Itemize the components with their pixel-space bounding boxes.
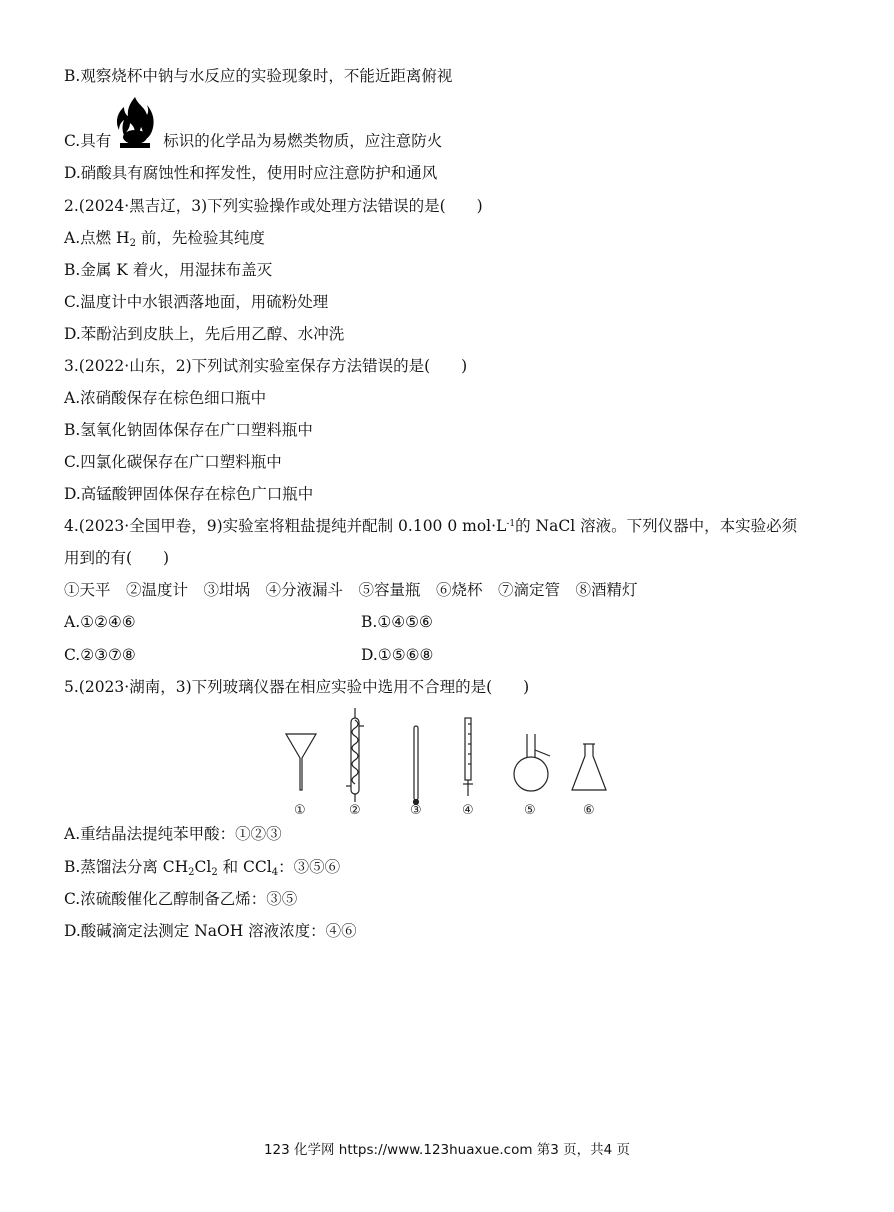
label-5: ⑤ (524, 803, 536, 818)
page-footer: 123 化学网 https://www.123huaxue.com 第3 页，共4 页 (263, 1142, 631, 1158)
line-q3a: A.浓硝酸保存在棕色细口瓶中 (64, 389, 267, 407)
question-5: 5.(2023·湖南，3)下列玻璃仪器在相应实验中选用不合理的是( ) (64, 678, 530, 696)
question-4 (64, 516, 797, 536)
line-q5d: D.酸碱滴定法测定 NaOH 溶液浓度：④⑥ (64, 922, 357, 940)
line-q4b: B.①④⑤⑥ (361, 613, 433, 631)
line-q3c: C.四氯化碳保存在广口塑料瓶中 (64, 453, 282, 471)
line-q1b: B.观察烧杯中钠与水反应的实验现象时，不能近距离俯视 (64, 67, 453, 85)
q5b-text4: ：③⑤⑥ (278, 858, 341, 876)
q1c-suffix: 标识的化学品为易燃类物质，应注意防火 (163, 132, 443, 150)
q5b-text: B.蒸馏法分离 CH (64, 858, 189, 876)
line-q4c: C.②③⑦⑧ (64, 646, 136, 664)
line-q1d: D.硝酸具有腐蚀性和挥发性，使用时应注意防护和通风 (64, 164, 438, 182)
burette-icon (463, 718, 473, 796)
label-3: ③ (410, 803, 422, 818)
line-q2b: B.金属 K 着火，用湿抹布盖灭 (64, 261, 273, 279)
line-q4a: A.①②④⑥ (64, 613, 136, 631)
glassware-figure (278, 704, 618, 820)
line-q5a: A.重结晶法提纯苯甲酸：①②③ (64, 825, 282, 843)
funnel-icon (286, 734, 316, 790)
line-q5c: C.浓硫酸催化乙醇制备乙烯：③⑤ (64, 890, 298, 908)
line-q4d: D.①⑤⑥⑧ (361, 646, 434, 664)
label-6: ⑥ (583, 803, 595, 818)
line-q3b: B.氢氧化钠固体保存在广口塑料瓶中 (64, 421, 313, 439)
q2a-text: A.点燃 H (64, 229, 130, 247)
q1c-prefix: C.具有 (64, 132, 112, 150)
question-4-continued: 用到的有( ) (64, 549, 170, 567)
line-q3d: D.高锰酸钾固体保存在棕色广口瓶中 (64, 485, 314, 503)
label-1: ① (294, 803, 306, 818)
q4-items: ①天平 ②温度计 ③坩埚 ④分液漏斗 ⑤容量瓶 ⑥烧杯 ⑦滴定管 ⑧酒精灯 (64, 581, 638, 599)
line-q2d: D.苯酚沾到皮肤上，先后用乙醇、水冲洗 (64, 325, 345, 343)
label-4: ④ (462, 803, 474, 818)
question-3: 3.(2022·山东，2)下列试剂实验室保存方法错误的是( ) (64, 357, 468, 375)
q2a-text-end: 前，先检验其纯度 (135, 229, 265, 247)
line-q5b (64, 857, 340, 877)
q4-text: 4.(2023·全国甲卷，9)实验室将粗盐提纯并配制 0.100 0 mol·L (64, 517, 507, 535)
flammable-flame-icon (114, 95, 156, 149)
thermometer-icon (414, 726, 419, 805)
conical-flask-icon (572, 744, 606, 790)
q5b-text2: Cl (194, 858, 212, 876)
q5b-sub2: 2 (211, 867, 218, 878)
q5b-text3: 和 CCl (217, 858, 272, 876)
q5b-sub1: 2 (188, 867, 195, 878)
distillation-flask-icon (514, 734, 550, 791)
label-2: ② (349, 803, 361, 818)
line-q2c: C.温度计中水银洒落地面，用硫粉处理 (64, 293, 329, 311)
condenser-icon (346, 708, 364, 802)
q2a-subscript: 2 (129, 238, 136, 249)
question-2: 2.(2024·黑吉辽，3)下列实验操作或处理方法错误的是( ) (64, 197, 483, 215)
q4-text-end: 的 NaCl 溶液。下列仪器中，本实验必须 (515, 517, 798, 535)
q4-superscript: -1 (506, 519, 516, 529)
line-q2a (64, 228, 265, 248)
q5b-sub3: 4 (271, 867, 279, 878)
